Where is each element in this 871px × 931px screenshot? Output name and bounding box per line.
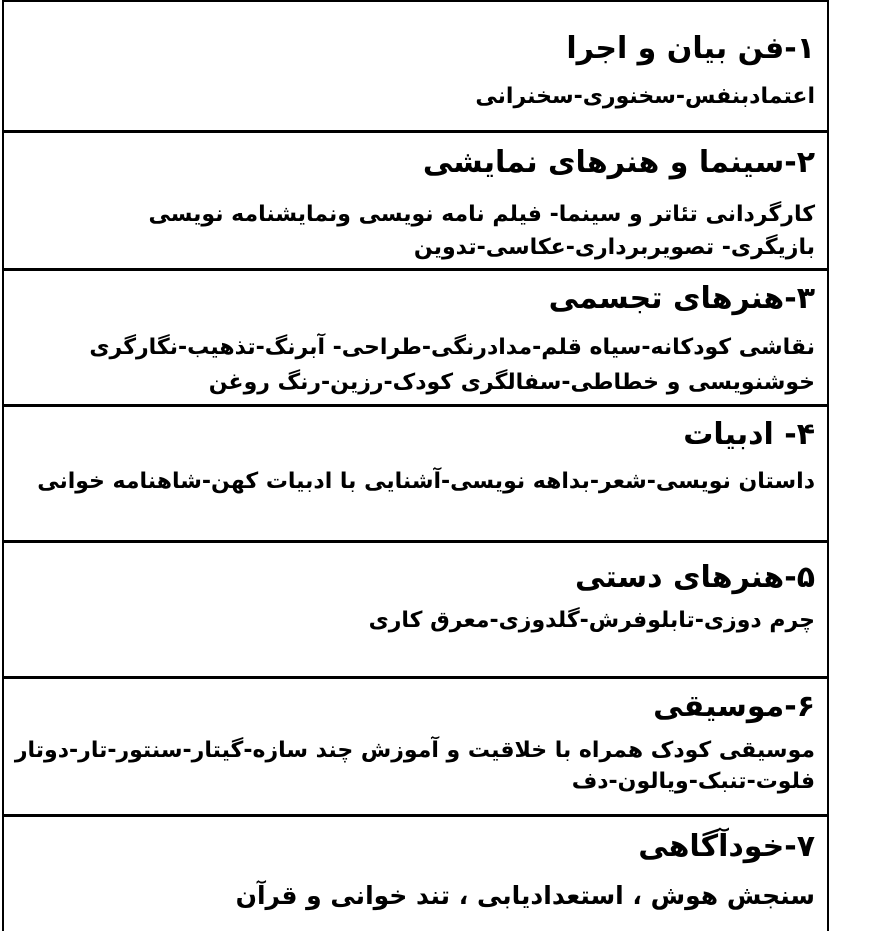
section-title: ۴- ادبیات xyxy=(683,417,815,452)
section-title: ۵-هنرهای دستی xyxy=(575,560,815,595)
section-line: داستان نویسی-شعر-بداهه نویسی-آشنایی با ادبیات کهن-شاهنامه خوانی xyxy=(37,469,815,494)
section-line: چرم دوزی-تابلوفرش-گلدوزی-معرق کاری xyxy=(368,608,815,633)
section-line: فلوت-تنبک-ویالون-دف xyxy=(571,769,815,794)
section-line: نقاشی کودکانه-سیاه قلم-مدادرنگی-طراحی- آبرنگ-تذهیب-نگارگری xyxy=(89,335,815,360)
section-cinema-and-performing-arts xyxy=(4,130,827,268)
section-title: ۱-فن بیان و اجرا xyxy=(566,31,815,66)
section-line: کارگردانی تئاتر و سینما- فیلم نامه نویسی ونمایشنامه نویسی xyxy=(148,202,815,227)
section-title: ۳-هنرهای تجسمی xyxy=(548,281,815,316)
section-self-awareness xyxy=(4,814,827,931)
section-title: ۶-موسیقی xyxy=(653,689,815,724)
section-public-speaking xyxy=(4,0,827,130)
section-handicrafts xyxy=(4,540,827,676)
section-line: بازیگری- تصویربرداری-عکاسی-تدوین xyxy=(413,235,815,260)
section-visual-arts xyxy=(4,268,827,404)
section-line: اعتمادبنفس-سخنوری-سخنرانی xyxy=(475,84,815,109)
section-title: ۷-خودآگاهی xyxy=(638,829,815,864)
course-list-sheet xyxy=(2,0,829,931)
section-music xyxy=(4,676,827,814)
section-line: سنجش هوش ، استعدادیابی ، تند خوانی و قرآن xyxy=(235,881,815,910)
section-line: موسیقی کودک همراه با خلاقیت و آموزش چند سازه-گیتار-سنتور-تار-دوتار xyxy=(14,738,815,763)
section-literature xyxy=(4,404,827,540)
section-title: ۲-سینما و هنرهای نمایشی xyxy=(422,145,815,180)
section-line: خوشنویسی و خطاطی-سفالگری کودک-رزین-رنگ روغن xyxy=(208,370,815,395)
page-margin xyxy=(849,0,871,931)
